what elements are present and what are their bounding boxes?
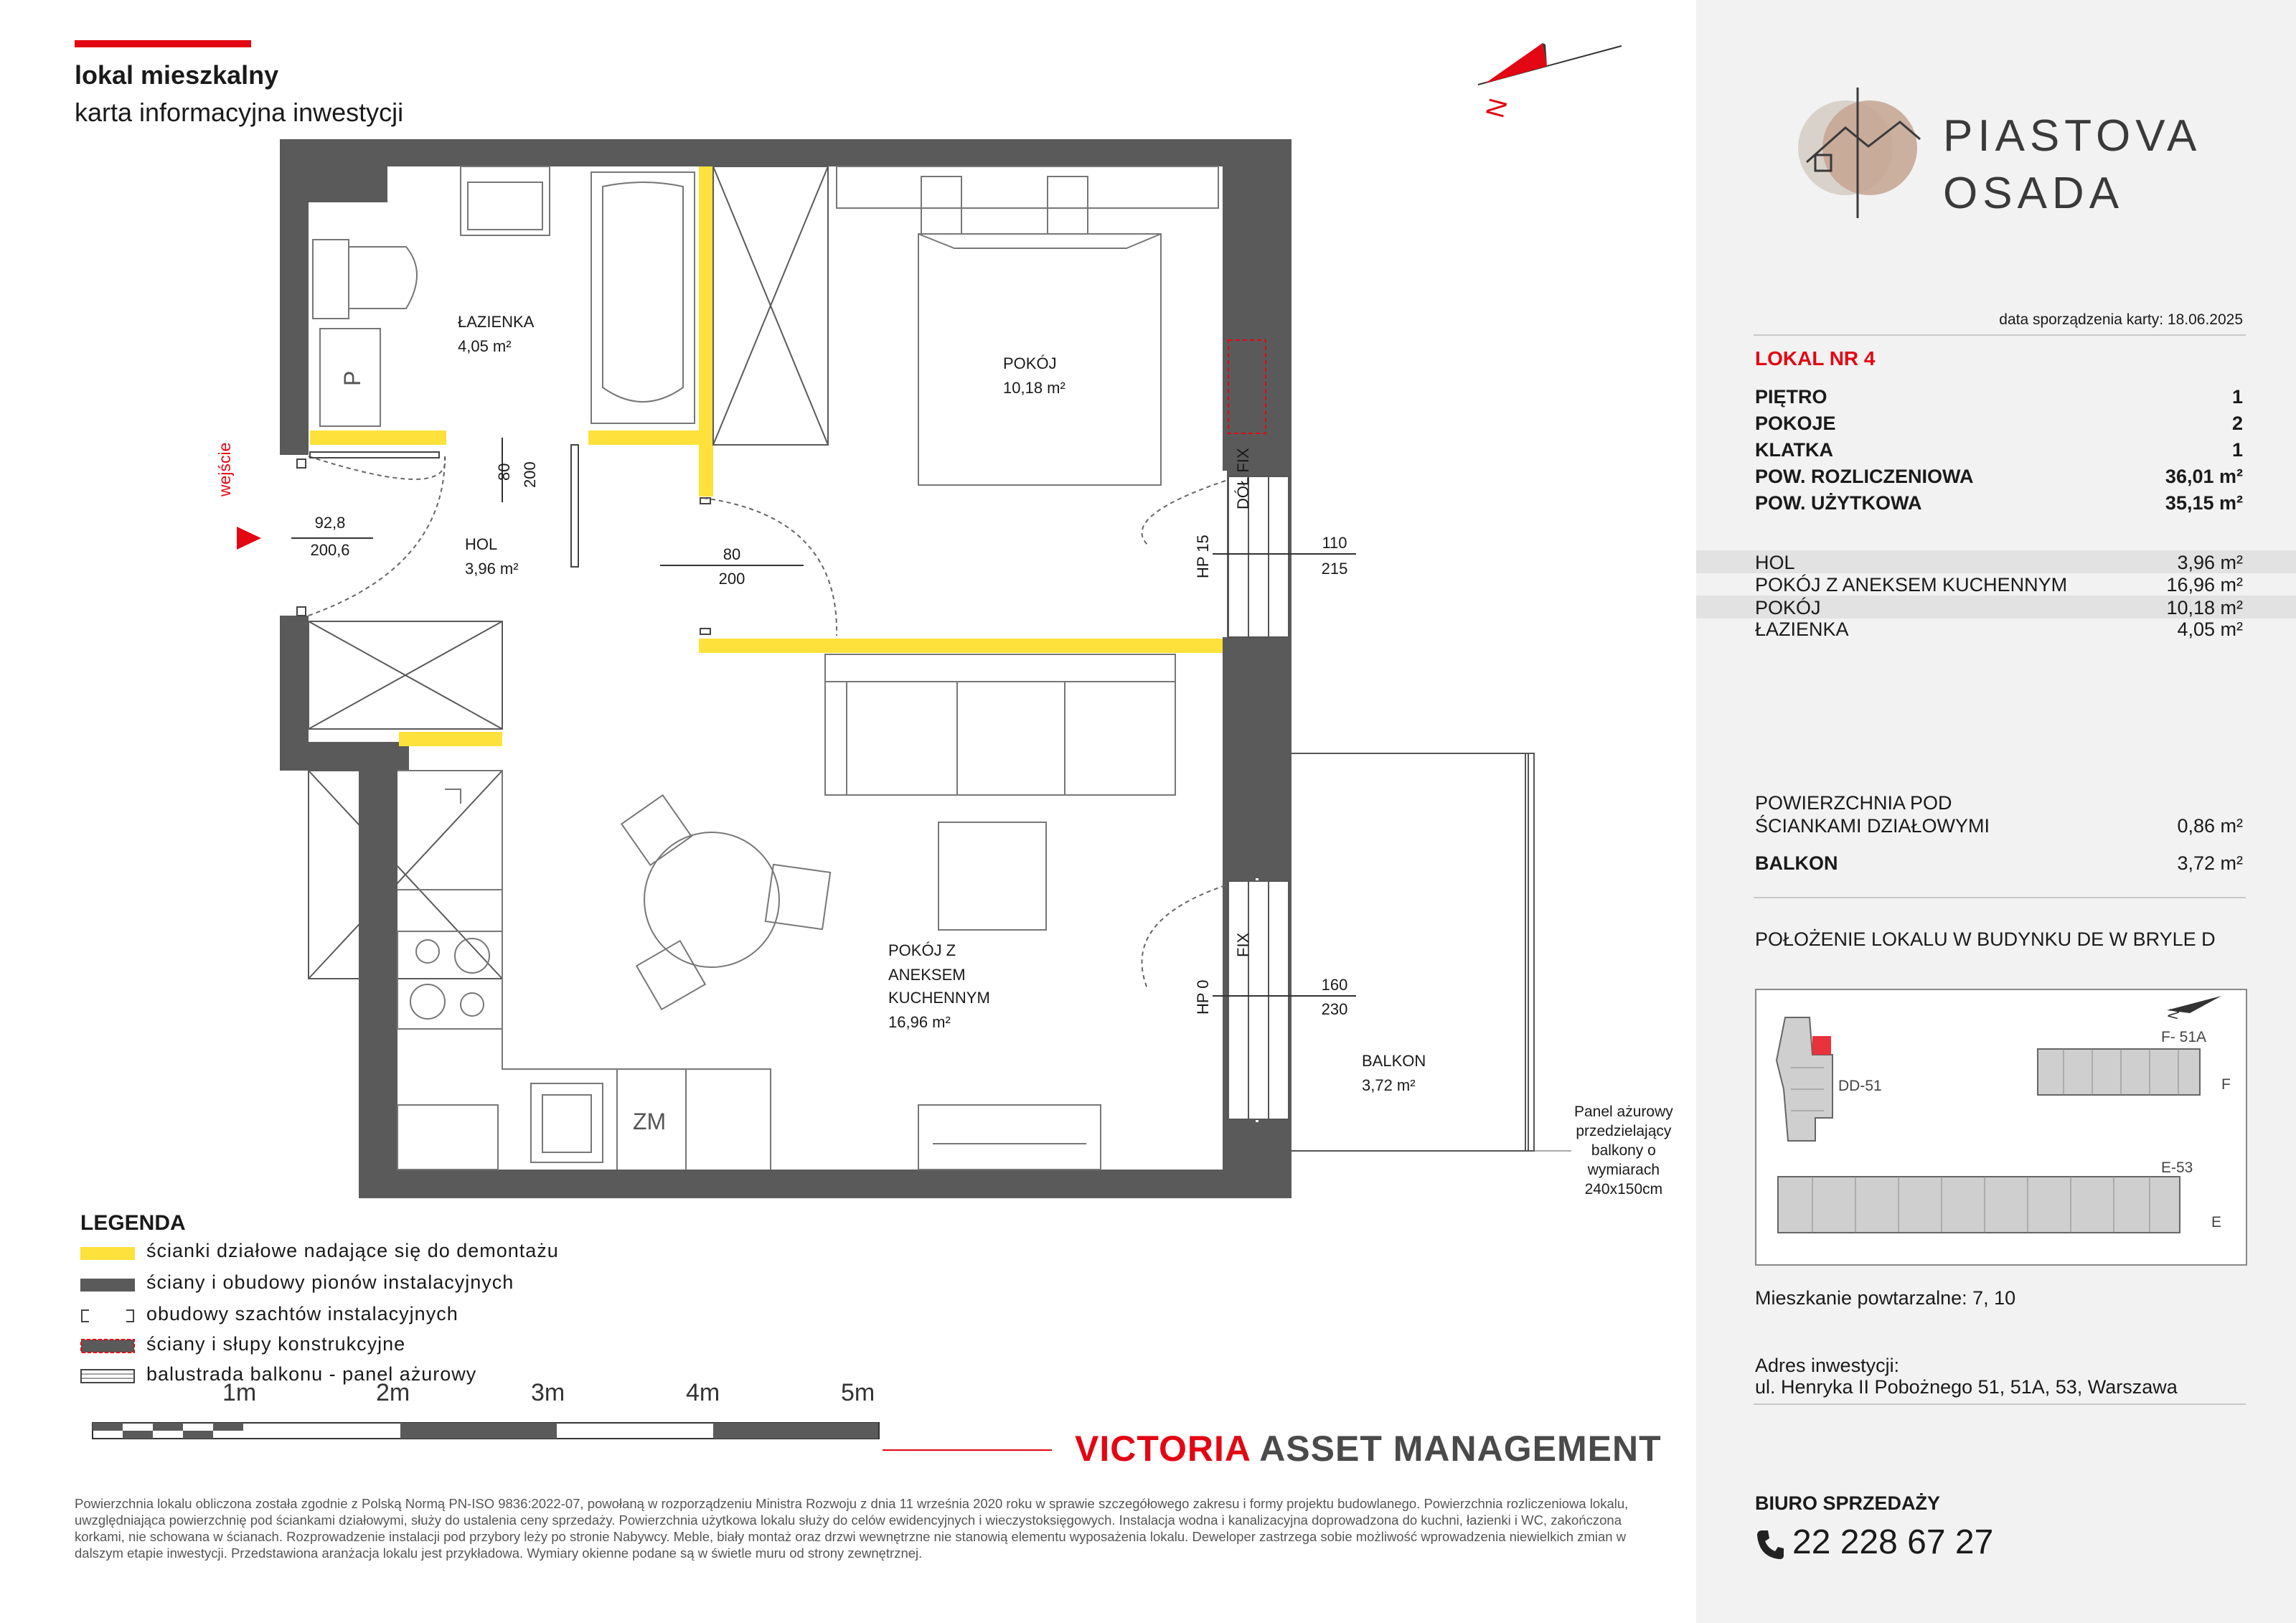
living-window-height: 230 — [1321, 1000, 1348, 1018]
scale-label-4m: 4m — [686, 1379, 720, 1406]
site-location-map — [1755, 989, 2247, 1266]
bedroom-name: POKÓJ — [1003, 354, 1057, 372]
hall-name: HOL — [465, 535, 498, 553]
scale-label-3m: 3m — [531, 1379, 565, 1406]
bath-door-height: 200 — [521, 461, 539, 488]
room-bedroom-value: 10,18 m² — [2166, 597, 2243, 618]
sales-office-label: BIURO SPRZEDAŻY — [1755, 1492, 1941, 1514]
balcony-area: 3,72 m² — [1362, 1076, 1416, 1094]
site-label-dd51: DD-51 — [1838, 1078, 1882, 1094]
removable-partitions — [310, 166, 1223, 746]
brand-logo-icon — [1794, 85, 1923, 221]
fixture-p-label: P — [339, 370, 365, 386]
living-window-fix: FIX — [1234, 932, 1252, 957]
divider — [1754, 1403, 2246, 1405]
attr-floor-label: PIĘTRO — [1755, 386, 1827, 408]
room-door-height: 200 — [718, 570, 745, 588]
entry-dim-height: 200,6 — [310, 541, 350, 559]
address-value: ul. Henryka II Pobożnego 51, 51A, 53, Warszawa — [1755, 1376, 2178, 1398]
kitchen-units — [397, 771, 771, 1170]
attr-stair-label: KLATKA — [1755, 439, 1833, 461]
panel-note-line: Panel ażurowy — [1574, 1104, 1673, 1120]
sales-phone[interactable]: 22 228 67 27 — [1792, 1523, 1994, 1561]
room-hall-label: HOL — [1755, 552, 1795, 573]
bathroom-name: ŁAZIENKA — [458, 313, 535, 331]
brand-name-line1: PIASTOVA — [1943, 111, 2202, 161]
panel-note-line: 240x150cm — [1584, 1181, 1663, 1198]
attr-billing-area-value: 36,01 m² — [2165, 466, 2243, 487]
room-living-label: POKÓJ Z ANEKSEM KUCHENNYM — [1755, 574, 2068, 596]
north-arrow-icon — [1478, 43, 1622, 121]
north-letter: N — [1479, 95, 1513, 121]
attr-rooms-label: POKOJE — [1755, 413, 1836, 434]
structural-column — [1228, 340, 1266, 433]
bedroom-area: 10,18 m² — [1003, 379, 1065, 397]
document-title: lokal mieszkalny — [75, 60, 279, 90]
attr-usable-area-value: 35,15 m² — [2165, 492, 2243, 514]
partition-area-value: 0,86 m² — [2177, 815, 2243, 837]
legend-item-shafts: obudowy szachtów instalacyjnych — [146, 1303, 458, 1325]
panel-note-line: przedzielający — [1576, 1123, 1672, 1139]
repeated-units: Mieszkanie powtarzalne: 7, 10 — [1755, 1287, 2016, 1309]
balcony-label: BALKON — [1755, 852, 1838, 874]
legend-title: LEGENDA — [80, 1211, 186, 1235]
fixture-zm-label: ZM — [633, 1109, 667, 1134]
living-name-2: ANEKSEM — [888, 966, 966, 984]
site-label-e: E — [2211, 1214, 2222, 1231]
partition-area-label-2: ŚCIANKAMI DZIAŁOWYMI — [1755, 815, 1990, 837]
living-furniture — [621, 654, 1175, 1170]
attr-floor-value: 1 — [2231, 386, 2243, 408]
legend-swatch-yellow — [80, 1247, 135, 1260]
divider — [1754, 897, 2246, 898]
room-living-value: 16,96 m² — [2166, 574, 2243, 596]
location-title: POŁOŻENIE LOKALU W BUDYNKU DE W BRYLE D — [1755, 928, 2216, 950]
brand-name — [1943, 108, 2201, 222]
bathroom-fixtures — [313, 166, 695, 426]
site-label-e53: E-53 — [2161, 1159, 2193, 1176]
developer-name-part2: ASSET MANAGEMENT — [1259, 1429, 1662, 1469]
legend-swatch-walls — [80, 1279, 135, 1292]
attr-rooms-value: 2 — [2231, 413, 2243, 434]
scale-label-2m: 2m — [376, 1379, 410, 1406]
divider — [1754, 334, 2246, 336]
unit-highlight — [1812, 1036, 1831, 1055]
attr-billing-area-label: POW. ROZLICZENIOWA — [1755, 466, 1974, 487]
developer-accent-line — [883, 1449, 1052, 1451]
legend-swatch-structural — [80, 1339, 135, 1353]
entry-label: wejście — [215, 442, 234, 497]
entry-dim-width: 92,8 — [314, 514, 346, 532]
scale-bar — [92, 1422, 881, 1439]
room-bathroom-label: ŁAZIENKA — [1755, 618, 1849, 640]
unit-title: LOKAL NR 4 — [1755, 347, 1876, 370]
partition-area-label-1: POWIERZCHNIA POD — [1755, 792, 1952, 814]
address-label: Adres inwestycji: — [1755, 1355, 1900, 1376]
phone-icon — [1755, 1528, 1785, 1561]
living-name-3: KUCHENNYM — [888, 989, 990, 1007]
legend-item-structural: ściany i słupy konstrukcyjne — [146, 1333, 406, 1355]
legend-item-balustrade: balustrada balkonu - panel ażurowy — [146, 1363, 477, 1385]
room-bathroom-value: 4,05 m² — [2177, 618, 2243, 640]
room-window-sill: HP 15 — [1194, 535, 1212, 578]
panel-note-line: balkony o — [1591, 1142, 1656, 1159]
scale-label-1m: 1m — [222, 1379, 257, 1406]
legend-item-walls: ściany i obudowy pionów instalacyjnych — [146, 1271, 514, 1293]
legend-item-partitions: ścianki działowe nadające się do demontażu — [146, 1240, 559, 1261]
room-door-width: 80 — [723, 545, 741, 563]
hall-area: 3,96 m² — [465, 560, 519, 578]
brand-name-line2: OSADA — [1943, 169, 2125, 218]
living-window-width: 160 — [1321, 976, 1348, 994]
room-bedroom-label: POKÓJ — [1755, 597, 1821, 618]
living-window-sill: HP 0 — [1194, 979, 1212, 1015]
balcony-panel-note — [1574, 1102, 1673, 1199]
bed — [837, 166, 1218, 485]
developer-name-part1: VICTORIA — [1075, 1429, 1251, 1469]
legend-swatch-balustrade — [80, 1369, 135, 1383]
bathroom-area: 4,05 m² — [458, 337, 512, 355]
room-hall-value: 3,96 m² — [2177, 552, 2243, 573]
balcony-name: BALKON — [1362, 1052, 1426, 1070]
site-label-f: F — [2221, 1076, 2231, 1093]
attr-stair-value: 1 — [2231, 439, 2243, 461]
room-window-height: 215 — [1321, 560, 1348, 578]
legend-swatch-shafts — [80, 1309, 135, 1323]
svg-text:N: N — [2165, 1007, 2183, 1022]
living-area: 16,96 m² — [888, 1013, 951, 1031]
footer-legal-note: Powierzchnia lokalu obliczona została zgodnie z Polską Normą PN-ISO 9836:2022-07, powołaną w rozporządzeniu Ministra Rozwoju z dnia 11 września 2020 roku w sprawie szczegółowego zakresu i formy projektu budowlanego. Powierzchnia rozliczeniowa lokalu, uwzględniająca powierzchnię pod ściankami działowymi, służy do ustalenia ceny sprzedaży. Powierzchnia użytkowa lokalu służy do celów ewidencyjnych i wieczystoksięgowych. Instalacja wodna i kanalizacyjna doprowadzona do kuchni, łazienki i WC, zakończona korkami, nie schowana w ścianach. Rozprowadzenie instalacji pod przybory leży po stronie Nabywcy. Meble, biały montaż oraz drzwi wewnętrzne nie stanowią elementu wyposażenia lokalu. Deweloper zastrzega sobie możliwość wprowadzenia niewielkich zmian w dalszym etapie inwestycji. Przedstawiona aranżacja lokalu jest przykładowa. Wymiary okienne podane są w świetle muru od strony zewnętrznej. — [75, 1496, 1629, 1561]
balcony-value: 3,72 m² — [2177, 852, 2243, 874]
entry-arrow-icon — [237, 527, 261, 550]
developer-logo — [1075, 1428, 1662, 1469]
room-window-width: 110 — [1322, 534, 1347, 552]
panel-note-line: wymiarach — [1587, 1162, 1660, 1178]
card-date: data sporządzenia karty: 18.06.2025 — [1999, 311, 2243, 328]
site-label-f51a: F- 51A — [2161, 1029, 2207, 1045]
room-window-fix: DÓŁ FIX — [1234, 448, 1252, 509]
document-subtitle: karta informacyjna inwestycji — [75, 98, 404, 127]
walls — [280, 139, 1292, 1198]
attr-usable-area-label: POW. UŻYTKOWA — [1755, 492, 1922, 514]
living-name-1: POKÓJ Z — [888, 941, 956, 959]
scale-label-5m: 5m — [841, 1379, 875, 1406]
bath-door-width: 80 — [495, 463, 513, 481]
